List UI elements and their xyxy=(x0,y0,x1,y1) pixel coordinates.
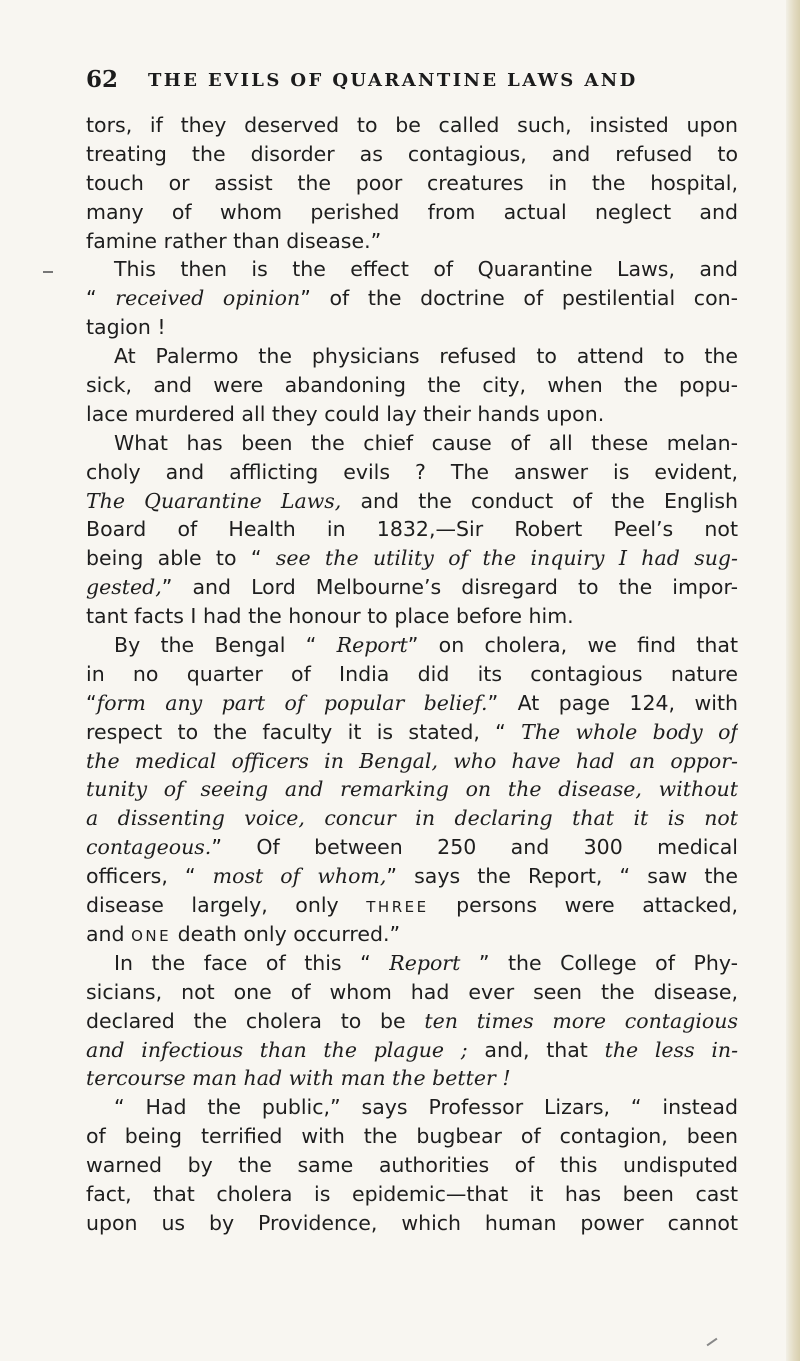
text-line: and ONE death only occurred.” xyxy=(86,921,401,946)
text-line: contageous.” Of between 250 and 300 medical xyxy=(86,835,738,860)
text-line: “ received opinion” of the doctrine of pestilential con- xyxy=(86,286,738,311)
text-line: a dissenting voice, concur in declaring that it is not xyxy=(86,806,738,831)
text-line: lace murdered all they could lay their hands upon. xyxy=(86,401,605,426)
text-line: famine rather than disease.” xyxy=(86,228,382,253)
paragraph-start: This then is the effect of Quarantine Laws, and xyxy=(114,257,738,282)
text-line: The Quarantine Laws, and the conduct of the English xyxy=(86,488,738,513)
page-edge xyxy=(786,0,800,1361)
paragraph-start: What has been the chief cause of all these melan- xyxy=(114,430,738,455)
text-line: and infectious than the plague ; and, that the less in- xyxy=(86,1037,738,1062)
text-line: in no quarter of India did its contagious nature xyxy=(86,661,738,686)
text-line: tunity of seeing and remarking on the disease, without xyxy=(86,777,738,802)
stray-pencil-mark xyxy=(707,1338,718,1347)
text-line: declared the cholera to be ten times more contagious xyxy=(86,1008,738,1033)
text-line: fact, that cholera is epidemic—that it has been cast xyxy=(86,1181,738,1206)
page-header xyxy=(86,66,736,96)
text-line: touch or assist the poor creatures in the hospital, xyxy=(86,170,738,195)
paragraph-start: “ Had the public,” says Professor Lizars, “ instead xyxy=(114,1095,738,1120)
text-line: upon us by Providence, which human power cannot xyxy=(86,1210,738,1235)
text-line: of being terrified with the bugbear of contagion, been xyxy=(86,1124,738,1149)
text-line: tant facts I had the honour to place before him. xyxy=(86,604,574,629)
text-line: officers, “ most of whom,” says the Report, “ saw the xyxy=(86,864,738,889)
text-line: tagion ! xyxy=(86,315,166,340)
text-line: choly and afflicting evils ? The answer is evident, xyxy=(86,459,738,484)
text-line: warned by the same authorities of this undisputed xyxy=(86,1153,738,1178)
text-line: tors, if they deserved to be called such, insisted upon xyxy=(86,113,738,137)
text-line: sicians, not one of whom had ever seen the disease, xyxy=(86,979,738,1004)
page-number: 62 xyxy=(86,66,119,93)
text-line: respect to the faculty it is stated, “ The whole body of xyxy=(86,719,738,744)
body-text xyxy=(86,111,738,1238)
text-line: the medical officers in Bengal, who have had an oppor- xyxy=(86,748,738,773)
text-line: disease largely, only THREE persons were attacked, xyxy=(86,893,738,918)
paragraph-start: At Palermo the physicians refused to attend to the xyxy=(114,344,738,369)
paragraph-start: By the Bengal “ Report” on cholera, we find that xyxy=(114,633,738,658)
text-line: tercourse man had with man the better ! xyxy=(86,1066,511,1091)
text-line: sick, and were abandoning the city, when the popu- xyxy=(86,373,738,398)
paragraph-start: In the face of this “ Report ” the College of Phy- xyxy=(114,950,738,975)
text-line: being able to “ see the utility of the inquiry I had sug- xyxy=(86,546,738,571)
text-line: treating the disorder as contagious, and refused to xyxy=(86,141,738,166)
text-line: Board of Health in 1832,—Sir Robert Peel’s not xyxy=(86,517,738,542)
margin-mark xyxy=(43,271,53,273)
running-head: THE EVILS OF QUARANTINE LAWS AND xyxy=(148,70,638,91)
text-line: many of whom perished from actual neglect and xyxy=(86,199,738,224)
text-line: gested,” and Lord Melbourne’s disregard to the impor- xyxy=(86,575,738,600)
text-line: “form any part of popular belief.” At page 124, with xyxy=(86,690,738,715)
